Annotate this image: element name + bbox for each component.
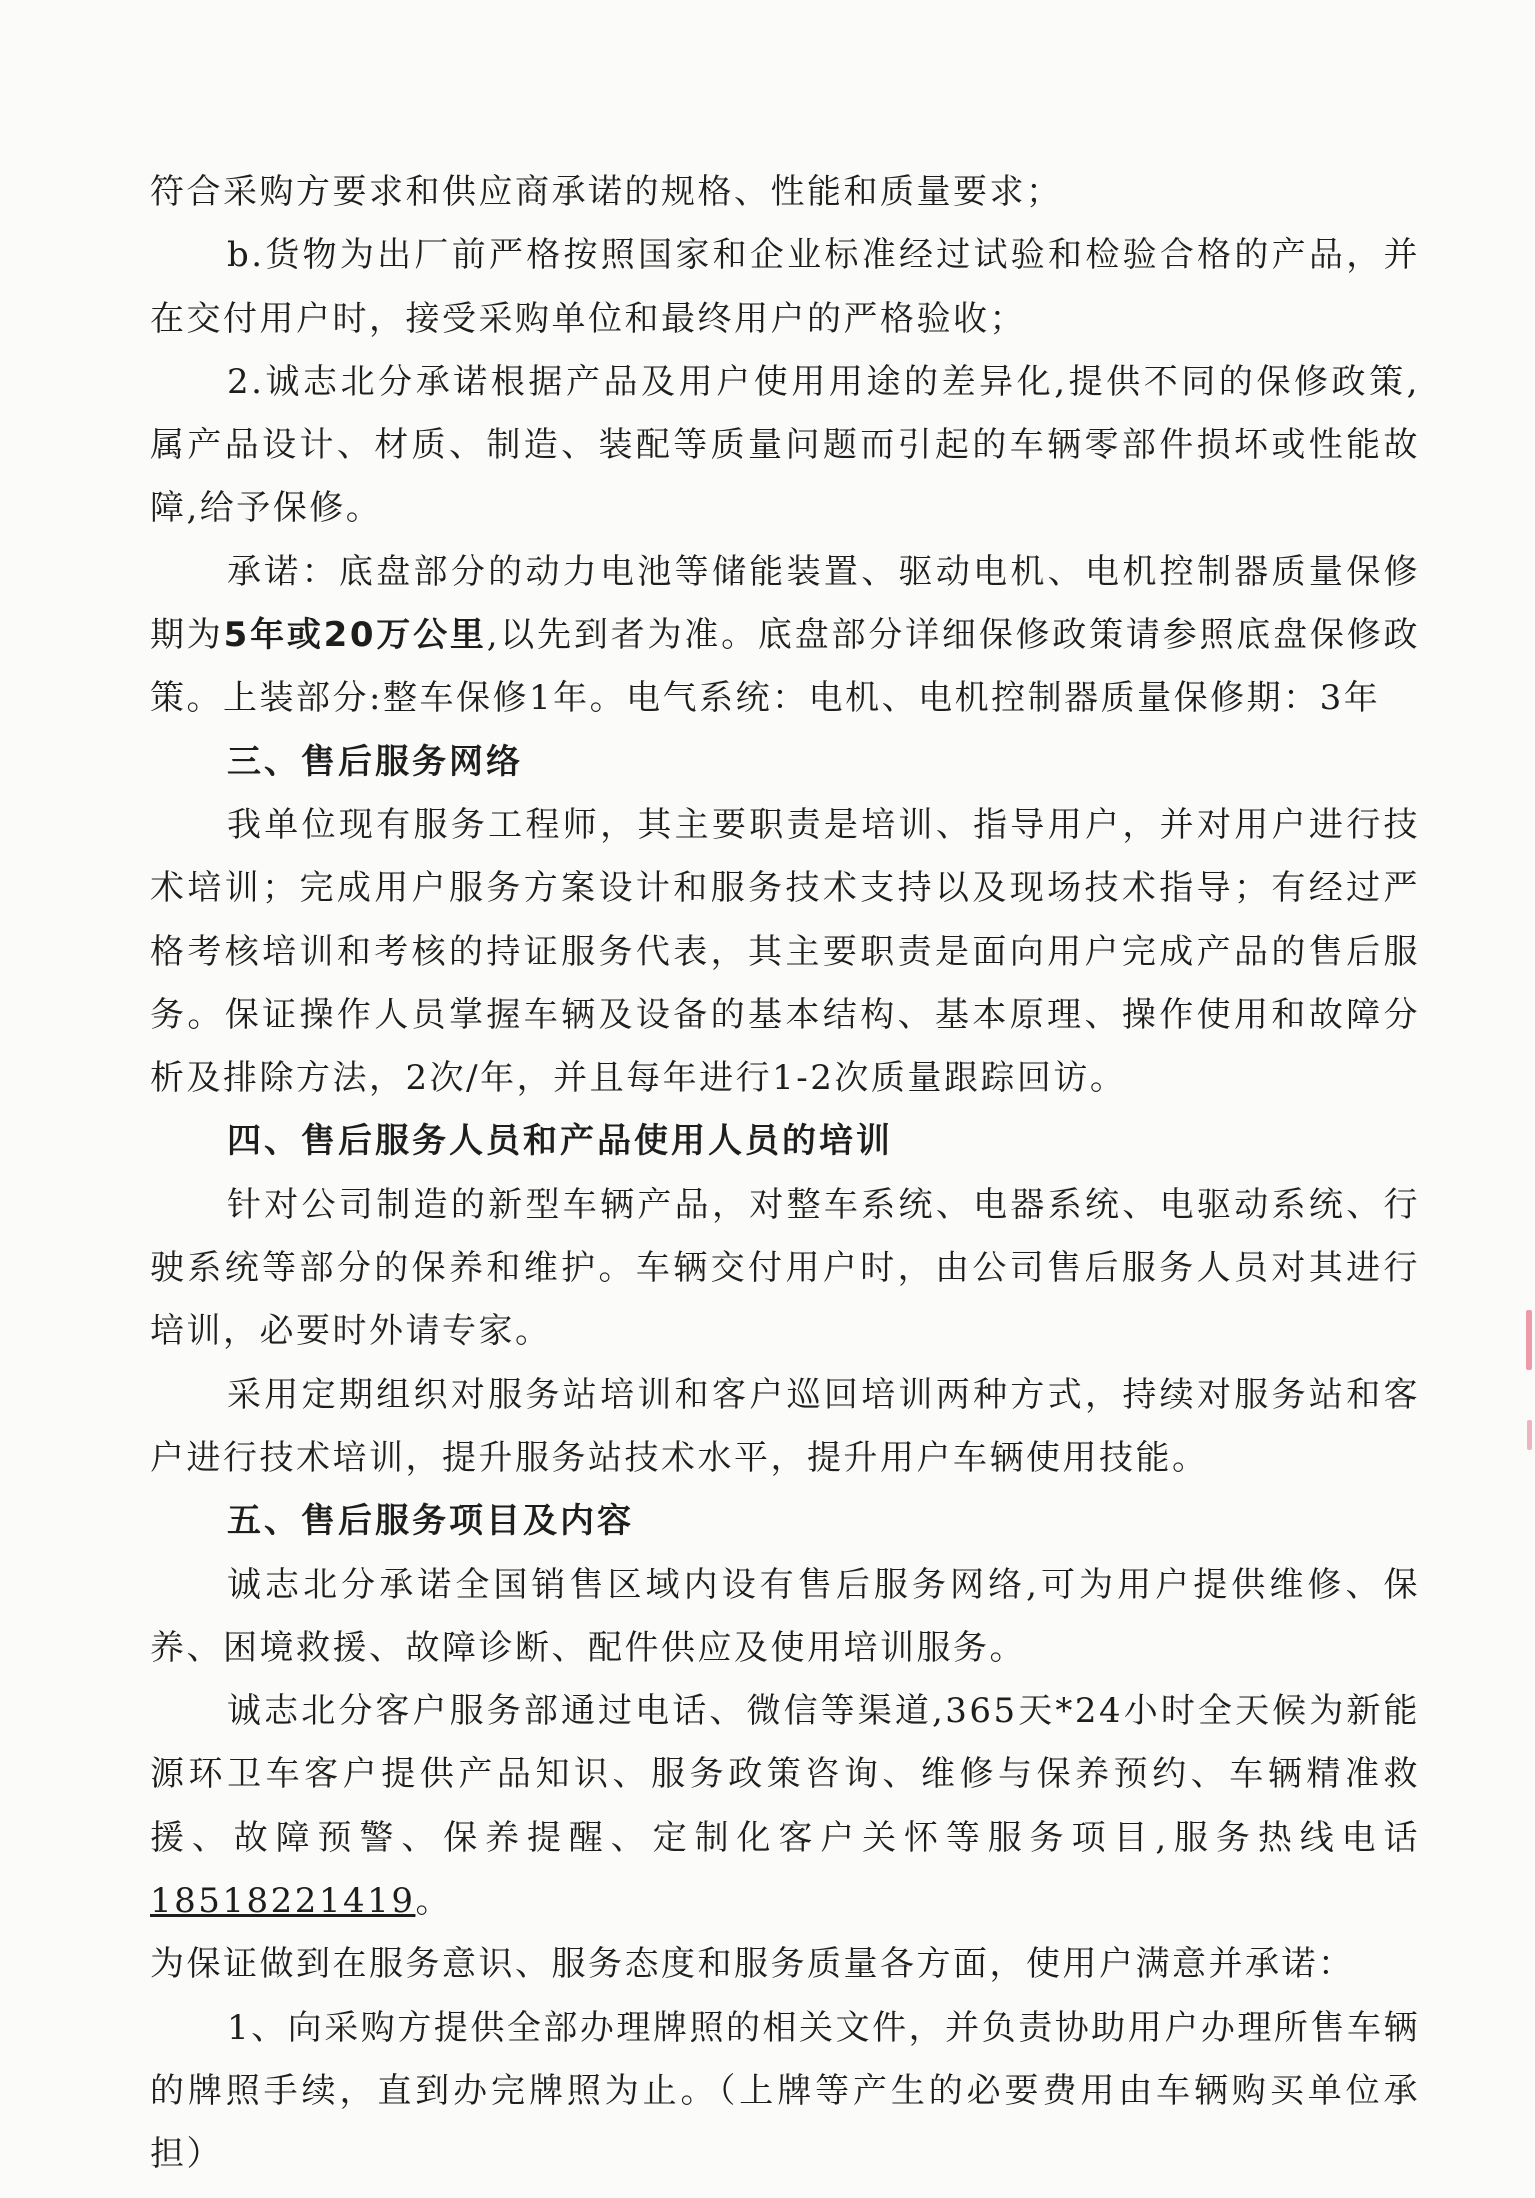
text-run: 。: [415, 1881, 452, 1922]
section-heading: 四、售后服务人员和产品使用人员的培训: [227, 1121, 893, 1162]
hotline-number: 18518221419: [150, 1881, 416, 1922]
body-paragraph: 我单位现有服务工程师，其主要职责是培训、指导用户，并对用户进行技术培训；完成用户服务方案设计和服务技术支持以及现场技术指导；有经过严格考核培训和考核的持证服务代表，其主要职责是面向用户完成产品的售后服务。保证操作人员掌握车辆及设备的基本结构、基本原理、操作使用和故障分析及排除方法，2次/年，并且每年进行1-2次质量跟踪回访。: [150, 804, 1420, 1099]
emphasized-text: 5年或20万公里: [223, 615, 487, 656]
stamp-edge-mark: [1527, 1420, 1532, 1450]
section-heading: 五、售后服务项目及内容: [227, 1501, 634, 1542]
body-paragraph: [150, 1680, 1420, 1933]
body-paragraph: 1、向采购方提供全部办理牌照的相关文件，并负责协助用户办理所售车辆的牌照手续，直到办完牌照为止。（上牌等产生的必要费用由车辆购买单位承担）: [150, 2007, 1420, 2175]
body-paragraph: 符合采购方要求和供应商承诺的规格、性能和质量要求；: [150, 172, 1063, 212]
text-run: ,以先到者为准。底盘部分详细保修政策请参照底盘保修政策。上装部分:整车保修1年。电气系统：电机、电机控制器质量保修期：3年: [150, 615, 1420, 719]
body-paragraph: b.货物为出厂前严格按照国家和企业标准经过试验和检验合格的产品，并在交付用户时，接受采购单位和最终用户的严格验收；: [150, 235, 1420, 339]
body-paragraph: 采用定期组织对服务站培训和客户巡回培训两种方式，持续对服务站和客户进行技术培训，提升服务站技术水平，提升用户车辆使用技能。: [150, 1374, 1420, 1478]
text-run: 承诺：底盘部分的动力电池等储能装置、驱动电机、电机控制器质量保修期为: [150, 551, 1420, 656]
body-paragraph: 诚志北分承诺全国销售区域内设有售后服务网络,可为用户提供维修、保养、困境救援、故障诊断、配件供应及使用培训服务。: [150, 1564, 1420, 1668]
body-paragraph: [150, 541, 1420, 731]
body-paragraph: 2.诚志北分承诺根据产品及用户使用用途的差异化,提供不同的保修政策,属产品设计、材质、制造、装配等质量问题而引起的车辆零部件损坏或性能故障,给予保修。: [150, 361, 1420, 529]
body-paragraph: 为保证做到在服务意识、服务态度和服务质量各方面，使用户满意并承诺：: [150, 1944, 1355, 1985]
document-body: [150, 161, 1420, 2187]
text-run: 诚志北分客户服务部通过电话、微信等渠道,365天*24小时全天候为新能源环卫车客户提供产品知识、服务政策咨询、维修与保养预约、车辆精准救援、故障预警、保养提醒、定制化客户关怀等服务项目,服务热线电话: [150, 1691, 1420, 1858]
body-paragraph: 针对公司制造的新型车辆产品，对整车系统、电器系统、电驱动系统、行驶系统等部分的保养和维护。车辆交付用户时，由公司售后服务人员对其进行培训，必要时外请专家。: [150, 1184, 1420, 1352]
section-heading: 三、售后服务网络: [227, 741, 523, 782]
stamp-edge-mark: [1526, 1310, 1532, 1370]
